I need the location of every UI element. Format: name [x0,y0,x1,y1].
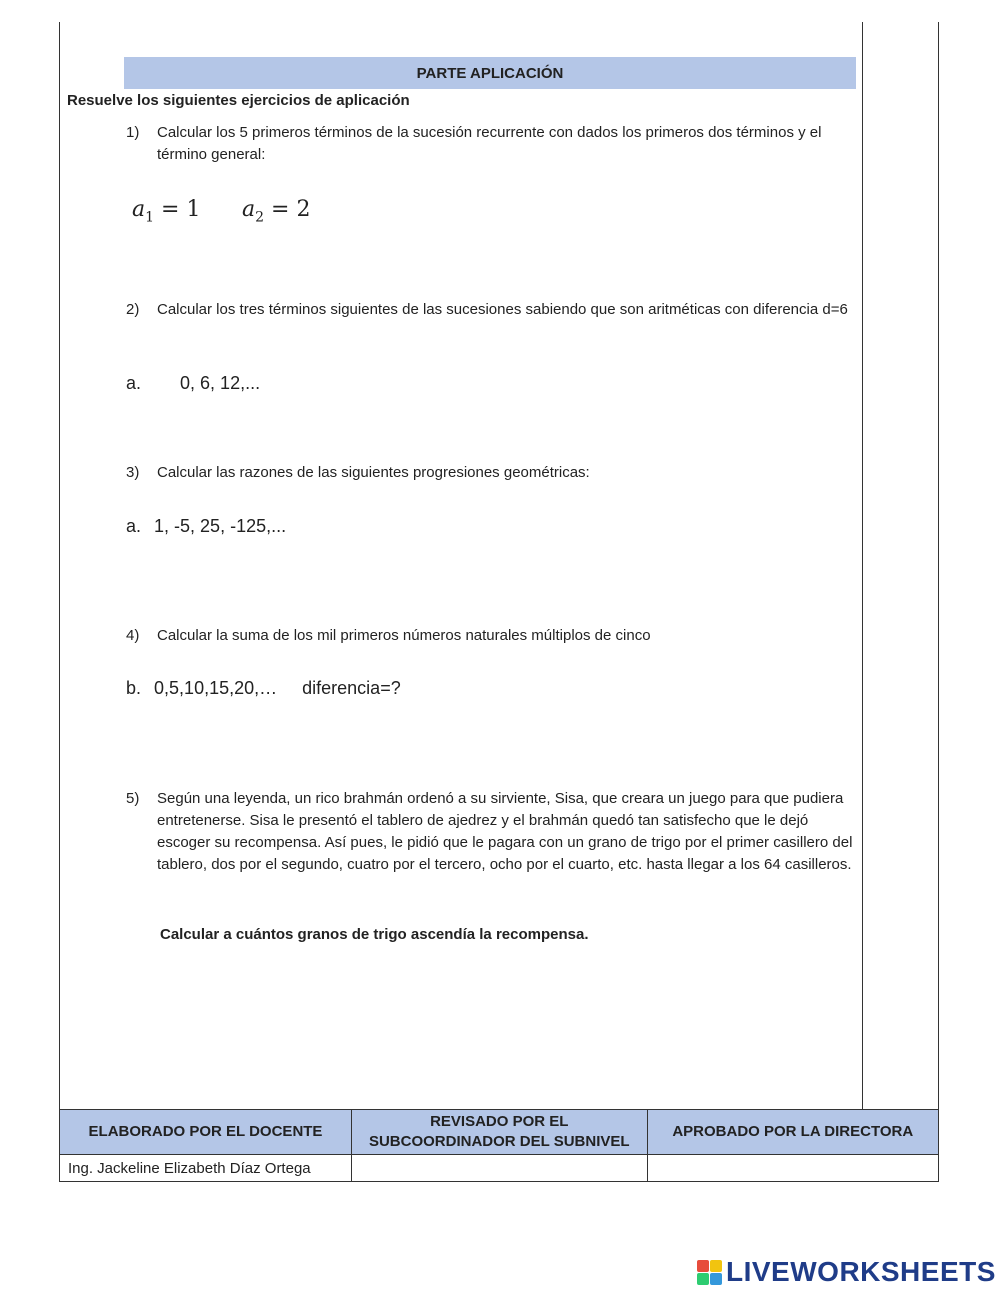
q4-sequence [126,678,401,699]
page-inner-right-border [862,22,863,1110]
instructions: Resuelve los siguientes ejercicios de aplicación [67,92,410,109]
question-number: 4) [126,627,140,644]
logo-square-red [697,1260,709,1272]
logo-square-yellow [710,1260,722,1272]
logo-square-green [697,1273,709,1285]
question-text: Calcular la suma de los mil primeros números naturales múltiplos de cinco [157,627,651,644]
question-text: Calcular los tres términos siguientes de las sucesiones sabiendo que son aritméticas con diferencia d=6 [157,301,848,318]
math-sub: 2 [255,209,265,226]
header-reviewed-by: REVISADO POR EL SUBCOORDINADOR DEL SUBNIVEL [351,1110,647,1155]
question-4 [126,625,856,647]
brand-name: LIVEWORKSHEETS [726,1256,996,1287]
item-label: a. [126,373,142,393]
math-a2 [242,197,310,225]
item-label: b. [126,678,142,698]
page-left-border [59,22,60,1182]
header-approved-by: APROBADO POR LA DIRECTORA [647,1110,938,1155]
q3-sequence [126,516,286,537]
math-var: a [242,197,256,222]
page-outer-right-border [938,22,939,1182]
math-sub: 1 [145,209,155,226]
table-header-row [60,1110,939,1155]
question-number: 3) [126,464,140,481]
math-a1 [132,197,200,225]
question-2 [126,299,856,321]
math-eq: = 2 [271,197,311,222]
item-value: 0, 6, 12,... [180,373,261,393]
logo-grid-icon [697,1260,722,1285]
signature-table [59,1109,939,1182]
cell-approved-by [647,1155,938,1182]
cell-reviewed-by [351,1155,647,1182]
q2-sequence [126,373,260,394]
math-eq: = 1 [161,197,201,222]
logo-square-blue [710,1273,722,1285]
question-number: 1) [126,124,140,141]
item-extra: diferencia=? [302,678,401,698]
question-number: 5) [126,790,140,807]
liveworksheets-logo [697,1256,996,1288]
question-1 [126,122,856,166]
cell-prepared-by: Ing. Jackeline Elizabeth Díaz Ortega [60,1155,352,1182]
question-text: Calcular los 5 primeros términos de la sucesión recurrente con dados los primeros dos términos y el término general: [157,124,822,163]
question-text: Calcular las razones de las siguientes progresiones geométricas: [157,464,590,481]
question-number: 2) [126,301,140,318]
question-5 [126,788,856,876]
item-value: 0,5,10,15,20,… [154,678,278,698]
item-label: a. [126,516,142,536]
item-value: 1, -5, 25, -125,... [154,516,287,536]
math-var: a [132,197,146,222]
question-text: Según una leyenda, un rico brahmán ordenó a su sirviente, Sisa, que creara un juego para que pudiera entretenerse. Sisa le presentó el tablero de ajedrez y el brahmán quedó tan satisfecho que le dejó escoger su recompensa. Así pues, le pidió que le pagara con un grano de trigo por el primer casillero del tablero, dos por el segundo, cuatro por el tercero, ocho por el cuarto, etc. hasta llegar a los 64 casilleros. [157,790,853,873]
q5-task: Calcular a cuántos granos de trigo ascendía la recompensa. [160,926,589,943]
section-title: PARTE APLICACIÓN [124,57,856,89]
question-3 [126,462,856,484]
table-row [60,1155,939,1182]
header-prepared-by: ELABORADO POR EL DOCENTE [60,1110,352,1155]
